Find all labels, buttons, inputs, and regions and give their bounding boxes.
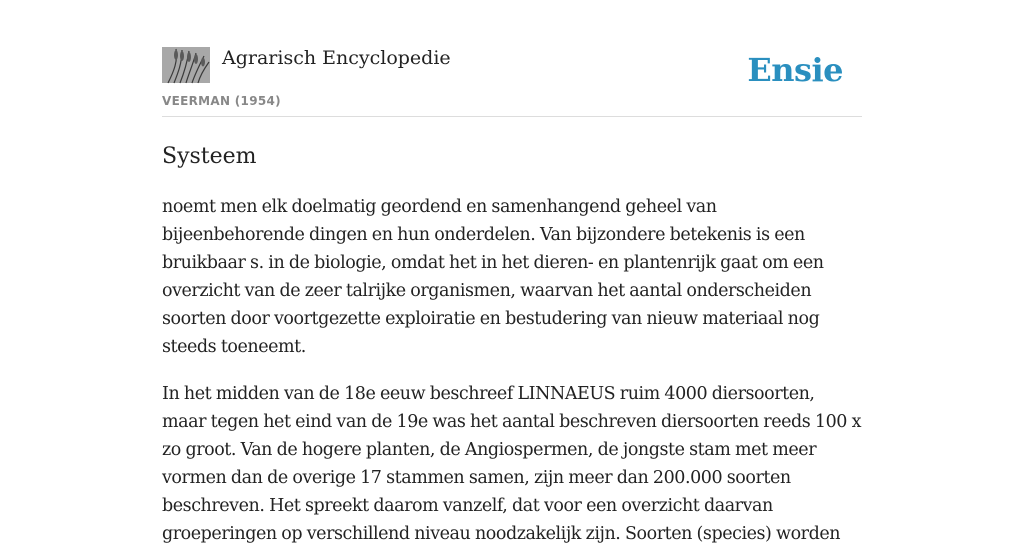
header [162, 46, 862, 117]
page [162, 0, 862, 548]
entry-title: Systeem [162, 144, 257, 169]
site-title[interactable]: Agrarisch Encyclopedie [222, 47, 451, 69]
wheat-logo-graphic [162, 47, 210, 83]
entry-paragraph-2: In het midden van de 18e eeuw beschreef LINNAEUS ruim 4000 diersoorten, maar tegen het eind van de 19e was het aantal beschreven diersoorten reeds 100 x zo groot. Van de hogere planten, de Angiospermen, de jongste stam met meer vormen dan de overige 17 stammen samen, zijn meer dan 200.000 soorten beschreven. Het spreekt daarom vanzelf, dat voor een overzicht daarvan groeperingen op verschillend niveau noodzakelijk zijn. Soorten (species) worden [162, 384, 862, 544]
entry-paragraph-1: noemt men elk doelmatig geordend en samenhangend geheel van bijeenbehorende dingen en hun onderdelen. Van bijzondere betekenis is een bruikbaar s. in de biologie, omdat het in het dieren- en plantenrijk gaat om een overzicht van de zeer talrijke organismen, waarvan het aantal onderscheiden soorten door voortgezette exploiratie en bestudering van nieuw materiaal nog steeds toeneemt. [162, 197, 824, 357]
wheat-logo-icon[interactable] [162, 47, 210, 83]
source-label[interactable]: VEERMAN (1954) [162, 94, 281, 108]
brand-logo[interactable]: Ensie [747, 51, 843, 89]
